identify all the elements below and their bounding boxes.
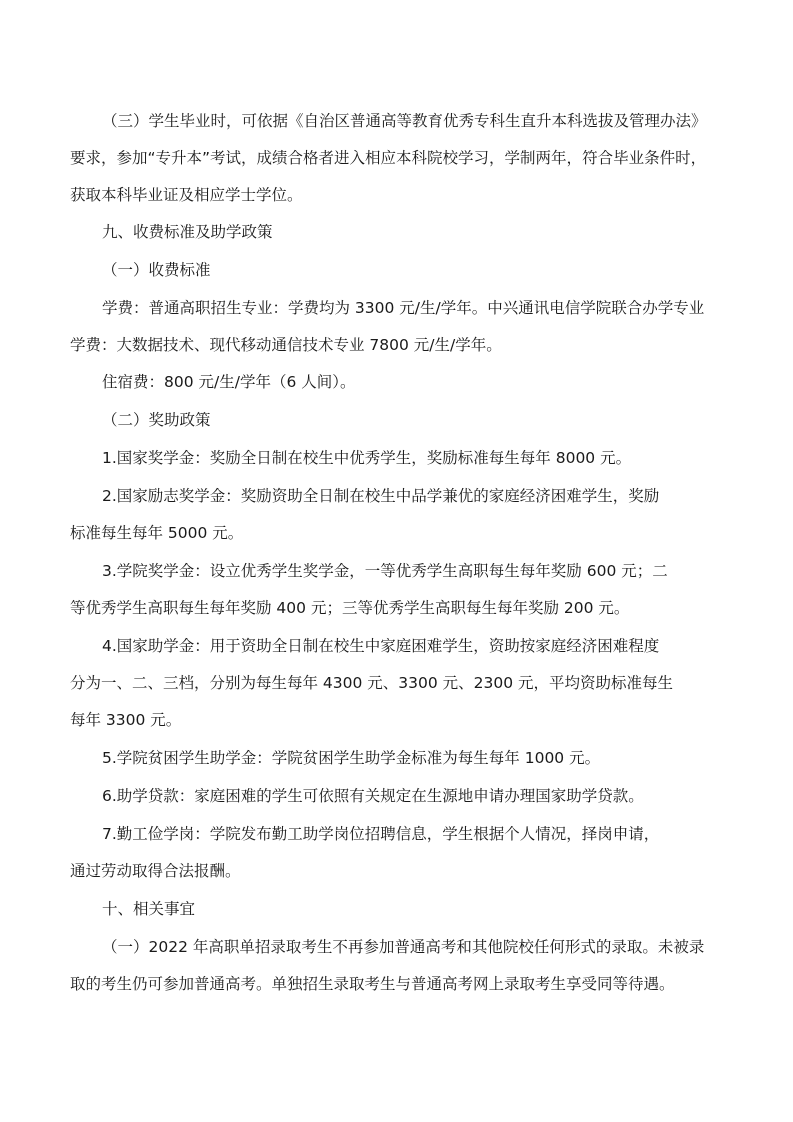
- subsection-heading: （二）奖助政策: [102, 411, 211, 429]
- paragraph-line: 2.国家励志奖学金：奖励资助全日制在校生中品学兼优的家庭经济困难学生，奖励: [102, 487, 660, 505]
- paragraph-line: 4.国家助学金：用于资助全日制在校生中家庭困难学生，资助按家庭经济困难程度: [102, 637, 660, 655]
- paragraph-line: 通过劳动取得合法报酬。: [70, 862, 241, 880]
- paragraph-line: 分为一、二、三档，分别为每生每年 4300 元、3300 元、2300 元，平均资助标准每生: [70, 674, 674, 692]
- section-heading: 九、收费标准及助学政策: [102, 223, 273, 241]
- paragraph-line: 获取本科毕业证及相应学士学位。: [70, 186, 303, 204]
- paragraph-line: 7.勤工俭学岗：学院发布勤工助学岗位招聘信息，学生根据个人情况，择岗申请，: [102, 825, 660, 843]
- paragraph-line: 要求，参加“专升本”考试，成绩合格者进入相应本科院校学习，学制两年，符合毕业条件时，: [70, 149, 707, 167]
- paragraph-line: 学费：普通高职招生专业：学费均为 3300 元/生/学年。中兴通讯电信学院联合办学专业: [102, 299, 705, 317]
- section-heading: 十、相关事宜: [102, 900, 196, 918]
- paragraph-line: 6.助学贷款：家庭困难的学生可依照有关规定在生源地申请办理国家助学贷款。: [102, 787, 644, 805]
- paragraph-line: 每年 3300 元。: [70, 711, 182, 729]
- paragraph-line: 1.国家奖学金：奖励全日制在校生中优秀学生，奖励标准每生每年 8000 元。: [102, 449, 632, 467]
- paragraph-line: 取的考生仍可参加普通高考。单独招生录取考生与普通高考网上录取考生享受同等待遇。: [70, 975, 675, 993]
- subsection-heading: （一）收费标准: [102, 261, 211, 279]
- paragraph-line: 5.学院贫困学生助学金：学院贫困学生助学金标准为每生每年 1000 元。: [102, 749, 601, 767]
- paragraph-line: 住宿费：800 元/生/学年（6 人间）。: [102, 373, 356, 391]
- paragraph-line: 3.学院奖学金：设立优秀学生奖学金，一等优秀学生高职每生每年奖励 600 元；二: [102, 562, 668, 580]
- paragraph-line: 等优秀学生高职每生每年奖励 400 元；三等优秀学生高职每生每年奖励 200 元。: [70, 599, 630, 617]
- paragraph-line: （三）学生毕业时，可依据《自治区普通高等教育优秀专科生直升本科选拔及管理办法》: [102, 112, 707, 130]
- paragraph-line: 标准每生每年 5000 元。: [70, 524, 244, 542]
- paragraph-line: （一）2022 年高职单招录取考生不再参加普通高考和其他院校任何形式的录取。未被录: [102, 938, 705, 956]
- paragraph-line: 学费：大数据技术、现代移动通信技术专业 7800 元/生/学年。: [70, 336, 502, 354]
